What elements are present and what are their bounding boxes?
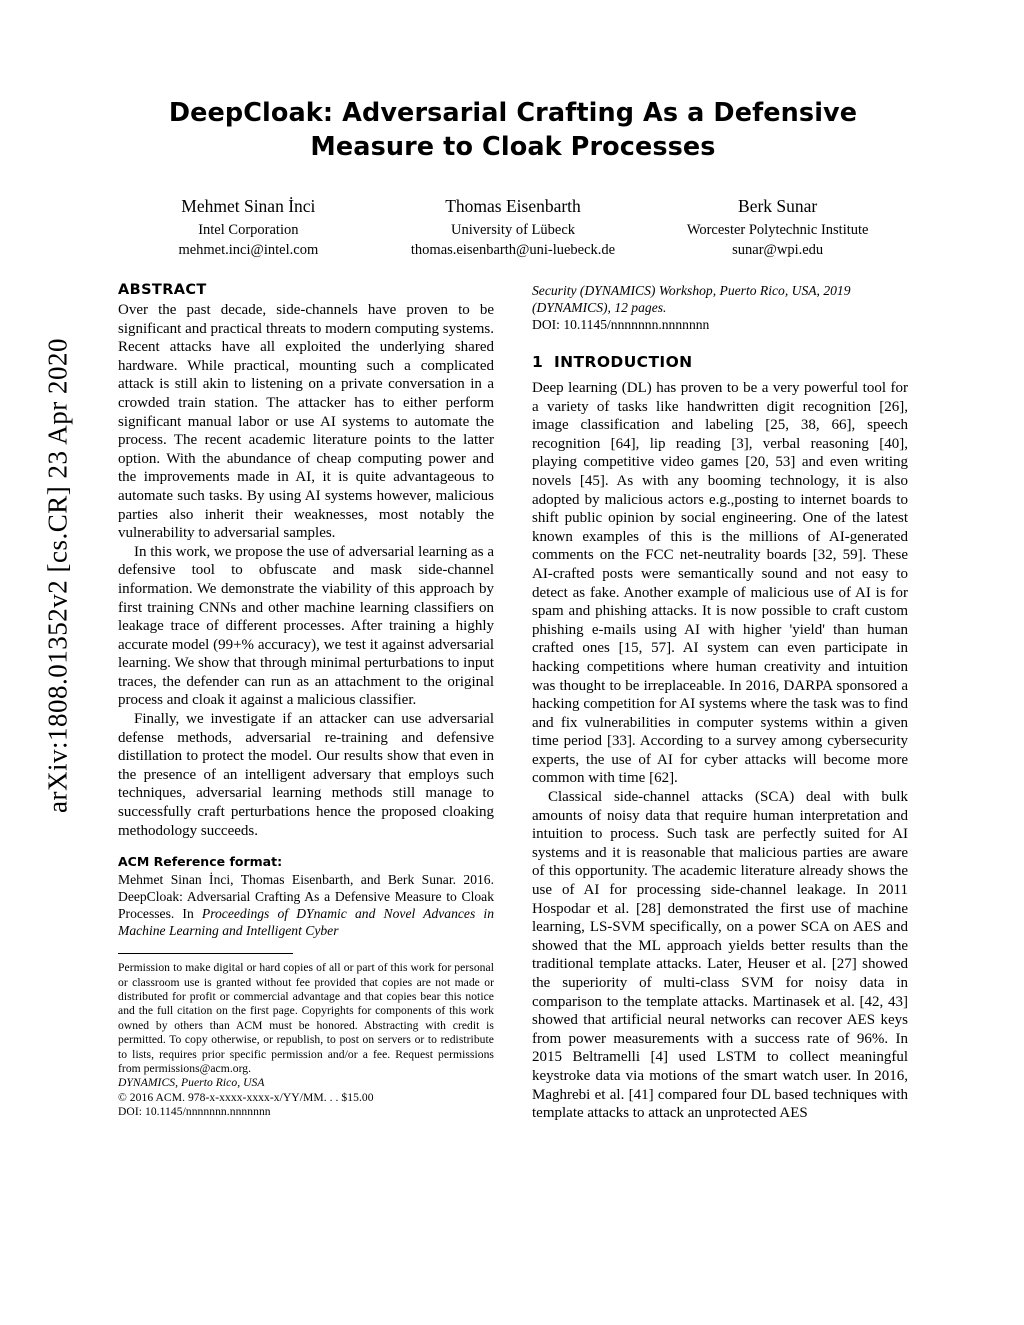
acm-reference-venue: Proceedings of DYnamic and Novel Advances in Machine Learning and Intelligent Cyber	[118, 906, 494, 939]
footnote-copyright: © 2016 ACM. 978-x-xxxx-xxxx-x/YY/MM. . . $15.00	[118, 1090, 374, 1104]
introduction-heading	[532, 353, 908, 371]
acm-reference-line: Mehmet Sinan İnci, Thomas Eisenbarth, and Berk Sunar.	[118, 872, 456, 888]
abstract-paragraph: In this work, we propose the use of adversarial learning as a defensive tool to obfuscate and mask side-channel information. We demonstrate the viability of this approach by first training CNNs and other machine learning classifiers on leakage trace of different processes. After training a highly accurate model (99+% accuracy), we test it against adversarial learning. We show that through minimal perturbations to input traces, the defender can run as an attachment to the original process and cloak it against a malicious classifier.	[118, 543, 494, 709]
acm-reference-body	[118, 871, 494, 939]
author-affiliation: University of Lübeck	[450, 222, 576, 238]
abstract-heading: ABSTRACT	[118, 282, 207, 298]
abstract-paragraph: Finally, we investigate if an attacker can use adversarial defense methods, adversarial re-training and defensive distillation to protect the model. Our results show that even in the presence of an intelligent adversary that employs such techniques, adversarial learning methods still manage to successfully craft perturbations hence the proposed cloaking methodology succeeds.	[118, 711, 494, 839]
footnote-divider	[118, 953, 293, 954]
author-name: Mehmet Sinan İnci	[181, 196, 316, 216]
two-column-body	[118, 282, 908, 1123]
copyright-footnote	[118, 961, 494, 1119]
author-name: Thomas Eisenbarth	[445, 196, 581, 216]
author-email: mehmet.inci@intel.com	[178, 242, 319, 258]
author-affiliation: Worcester Polytechnic Institute	[686, 222, 869, 238]
author-block	[647, 196, 908, 260]
footnote-doi: DOI: 10.1145/nnnnnnn.nnnnnnn	[118, 1105, 271, 1119]
acm-reference-heading: ACM Reference format:	[118, 854, 283, 870]
abstract-paragraph: Over the past decade, side-channels have proven to be significant and practical threats to modern computing systems. Recent attacks have all exploited the underlying shared hardware. While practical, mounting such a complicated attack is still akin to listening on a private conversation in a crowded train station. The attacker has to either perform significant manual labor or use AI systems to automate the process. The recent academic literature points to the latter option. With the abundance of cheap computing power and the improvements made in AI, it is quite advantageous to automate such tasks. By using AI systems however, malicious parties also inherit their weaknesses, most notably the vulnerability to adversarial samples.	[118, 302, 494, 542]
author-name: Berk Sunar	[738, 196, 818, 216]
intro-paragraph: Deep learning (DL) has proven to be a very powerful tool for a variety of tasks like handwritten digit recognition [26], image classification and labeling [25, 38, 66], speech recognition [64], lip reading [3], verbal reasoning [40], playing competitive video games [20, 53] and even writing novels [45]. As with any booming technology, it is also adopted by malicious actors e.g.,posting to internet boards to shift public opinion by social engineering. One of the latest known examples of this is the millions of AI-generated comments on the FCC net-neutrality boards [32, 59]. These AI-crafted posts were semantically sound and not easy to detect as fake. Another example of malicious use of AI is for spam and phishing attacks. It is now possible to craft custom phishing e-mails using AI with higher 'yield' than human crafted ones [15, 57]. AI system can even participate in hacking competitions where human creativity and intuition was thought to be irreplaceable. In 2016, DARPA sponsored a hacking competition for AI systems where the task was to find and fix vulnerabilities in computer systems within a given time period [33]. According to a survey among cybersecurity experts, the use of AI for cyber attacks will become more common with time [62].	[532, 380, 908, 787]
author-block	[383, 196, 644, 260]
venue-line: Security (DYNAMICS) Workshop, Puerto Rico, USA, 2019 (DYNAMICS), 12 pages.	[532, 283, 851, 315]
section-title: INTRODUCTION	[554, 353, 693, 371]
venue-header	[532, 282, 908, 333]
author-affiliation: Intel Corporation	[198, 222, 299, 238]
intro-paragraph: Classical side-channel attacks (SCA) deal with bulk amounts of noisy data that require human interpretation and intuition to process. Such task are perfectly suited for AI systems and it is reasonable that malicious parties are aware of this opportunity. The academic literature already shows the use of AI for processing side-channel leakage. In 2011 Hospodar et al. [28] demonstrated the first use of machine learning, LS-SVM specifically, on a power SCA on AES and showed that the ML approach yields better results than the traditional template attacks. Later, Heuser et al. [27] showed the superiority of multi-class SVM for noisy data in comparison to the template attacks. Martinasek et al. [42, 43] showed that artificial neural networks can recover AES keys from power measurements with a success rate of 96%. In 2015 Beltramelli [4] used LSTM to collect meaningful keystroke data via motions of the smart watch user. In 2016, Maghrebi et al. [41] compared four DL based techniques with template attacks to attack an unprotected AES	[532, 789, 908, 1122]
page-title: DeepCloak: Adversarial Crafting As a Defensive Measure to Cloak Processes	[168, 98, 858, 162]
venue-doi: DOI: 10.1145/nnnnnnn.nnnnnnn	[532, 317, 710, 332]
right-column	[532, 282, 908, 1123]
paper-content	[118, 96, 908, 1123]
author-list	[118, 196, 908, 260]
author-email: thomas.eisenbarth@uni-luebeck.de	[410, 242, 616, 258]
left-column	[118, 282, 494, 1123]
author-block	[118, 196, 379, 260]
footnote-permission-text: Permission to make digital or hard copies of all or part of this work for personal or classroom use is granted without fee provided that copies are not made or distributed for profit or commercial advantage and that copies bear this notice and the full citation on the first page. Copyrights for components of this work owned by others than ACM must be honored. Abstracting with credit is permitted. To copy otherwise, or republish, to post on servers or to redistribute to lists, requires prior specific permission and/or a fee. Request permissions from permissions@acm.org.	[118, 961, 494, 1076]
acm-reference-line: 2016. DeepCloak: Adversarial Crafting As a Defensive Measure to Cloak Processes. In	[118, 872, 494, 922]
section-number: 1	[532, 353, 544, 371]
footnote-venue: DYNAMICS, Puerto Rico, USA	[118, 1076, 265, 1090]
arxiv-stamp: arXiv:1808.01352v2 [cs.CR] 23 Apr 2020	[42, 338, 73, 813]
author-email: sunar@wpi.edu	[732, 242, 824, 258]
